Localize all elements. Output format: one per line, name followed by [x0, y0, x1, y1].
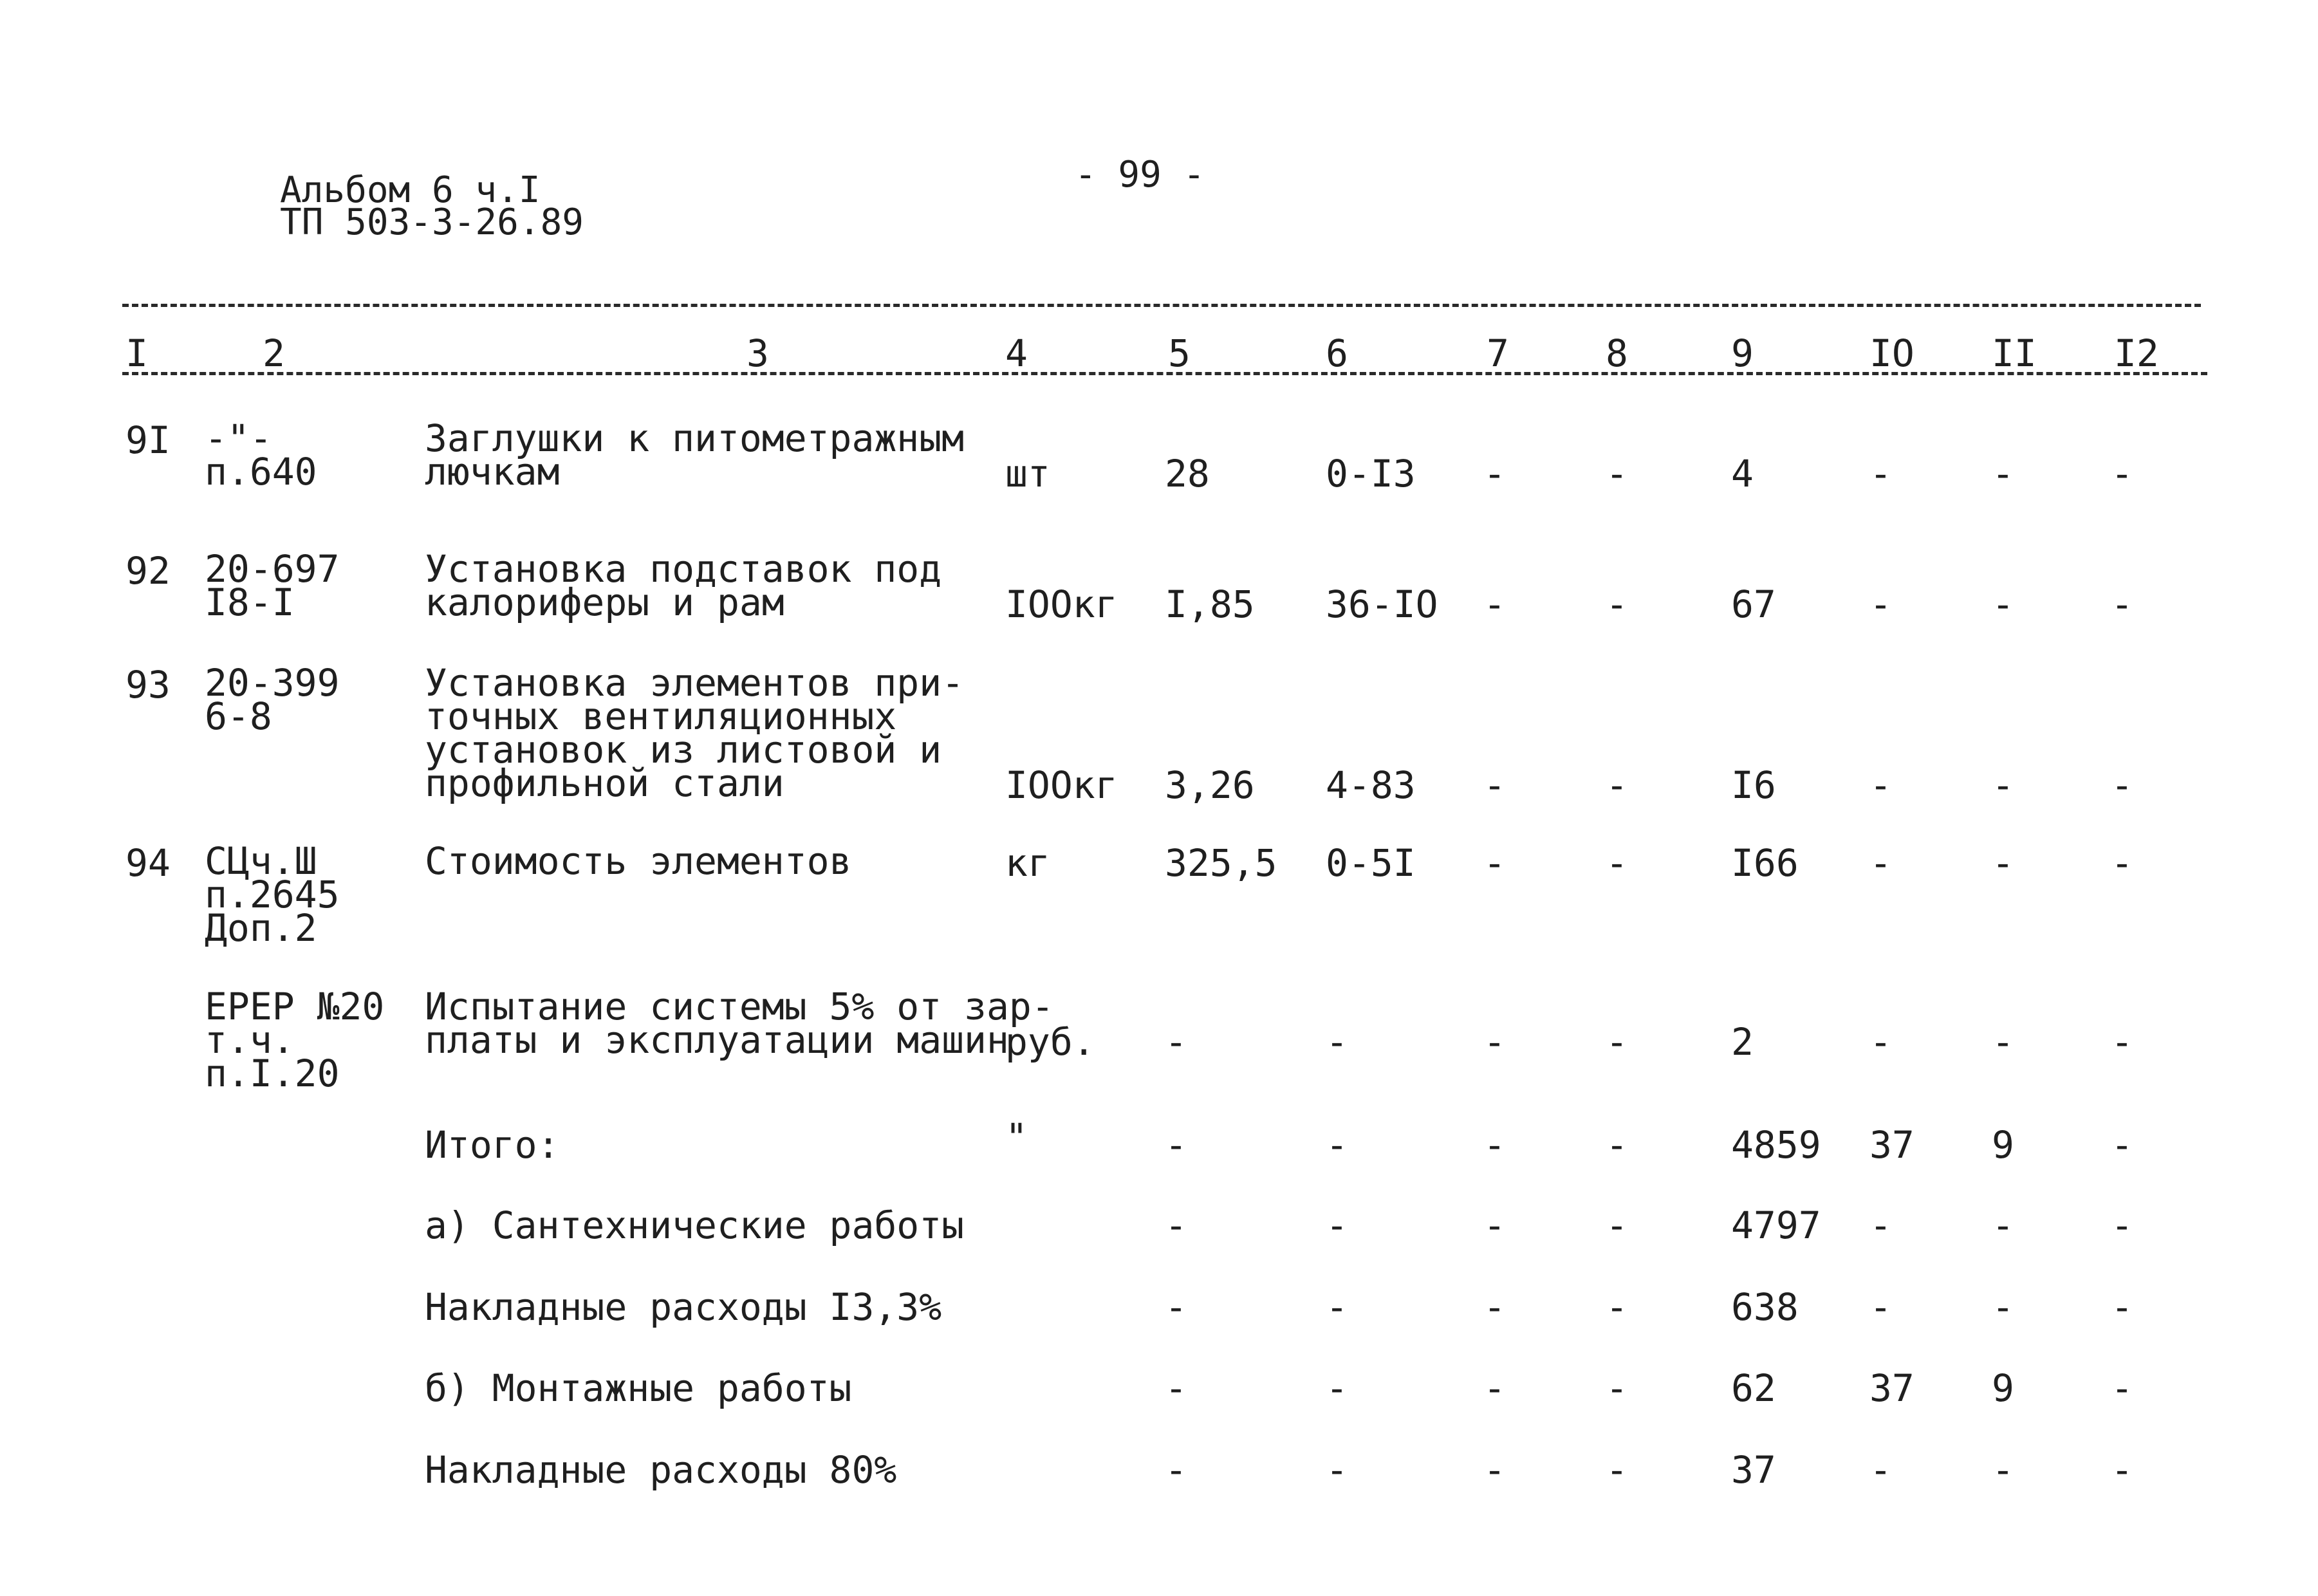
summary-value-c9: 4859: [1731, 1123, 1821, 1167]
column-header: 3: [746, 331, 769, 375]
norm-code-line: 6-8: [205, 694, 272, 738]
row-number: 94: [125, 841, 171, 885]
norm-code: [205, 839, 340, 950]
work-description-line: Установка подставок под: [425, 547, 942, 591]
work-description-line: калориферы и рам: [425, 580, 784, 624]
norm-code-line: Доп.2: [205, 906, 317, 950]
value-cell-c11: -: [1992, 452, 2014, 496]
value-cell-c10: -: [1869, 582, 1892, 626]
value-cell-c5: 28: [1165, 452, 1210, 496]
value-cell-c5: -: [1165, 1020, 1187, 1064]
summary-value-c11: -: [1992, 1203, 2014, 1247]
summary-value-c11: 9: [1992, 1123, 2014, 1167]
work-description-line: лючкам: [425, 450, 560, 494]
unit-cell: кг: [1005, 841, 1050, 885]
summary-value-c12: -: [2111, 1285, 2133, 1329]
summary-label: Накладные расходы 80%: [425, 1448, 897, 1492]
top-rule: [122, 304, 2201, 307]
value-cell-c8: -: [1606, 1020, 1628, 1064]
work-description-line: установок из листовой и: [425, 728, 942, 772]
summary-value-c9: 62: [1731, 1366, 1776, 1410]
work-description-line: Испытание системы 5% от зар-: [425, 985, 1054, 1028]
value-cell-c11: -: [1992, 1020, 2014, 1064]
summary-value-c7: -: [1483, 1366, 1506, 1410]
norm-code-line: п.2645: [205, 873, 340, 916]
norm-code: [205, 416, 317, 494]
summary-value-c12: -: [2111, 1366, 2133, 1410]
value-cell-c7: -: [1483, 841, 1506, 885]
work-description-line: точных вентиляционных: [425, 694, 897, 738]
work-description: [425, 661, 965, 805]
summary-value-c9: 37: [1731, 1448, 1776, 1492]
value-cell-c6: 36-IO: [1326, 582, 1438, 626]
norm-code-line: т.ч.: [205, 1018, 295, 1062]
summary-value-c7: -: [1483, 1123, 1506, 1167]
value-cell-c8: -: [1606, 452, 1628, 496]
value-cell-c7: -: [1483, 582, 1506, 626]
work-description: [425, 839, 852, 883]
summary-value-c6: -: [1326, 1366, 1348, 1410]
summary-value-c11: -: [1992, 1448, 2014, 1492]
unit-cell: ": [1005, 1115, 1028, 1159]
column-header: 2: [263, 331, 285, 375]
row-number: 9I: [125, 418, 171, 462]
value-cell-c10: -: [1869, 841, 1892, 885]
summary-value-c12: -: [2111, 1448, 2133, 1492]
summary-value-c8: -: [1606, 1285, 1628, 1329]
norm-code-line: -"-: [205, 416, 272, 460]
value-cell-c8: -: [1606, 841, 1628, 885]
value-cell-c10: -: [1869, 452, 1892, 496]
work-description-line: Стоимость элементов: [425, 839, 852, 883]
value-cell-c10: -: [1869, 763, 1892, 807]
value-cell-c5: 325,5: [1165, 841, 1277, 885]
summary-value-c7: -: [1483, 1285, 1506, 1329]
summary-value-c10: -: [1869, 1285, 1892, 1329]
norm-code-line: 20-697: [205, 547, 340, 591]
value-cell-c6: 0-5I: [1326, 841, 1416, 885]
value-cell-c6: 0-I3: [1326, 452, 1416, 496]
value-cell-c12: -: [2111, 1020, 2133, 1064]
norm-code: [205, 985, 385, 1095]
summary-value-c5: -: [1165, 1123, 1187, 1167]
value-cell-c12: -: [2111, 763, 2133, 807]
summary-value-c7: -: [1483, 1448, 1506, 1492]
summary-value-c10: 37: [1869, 1123, 1915, 1167]
column-header: 8: [1606, 331, 1628, 375]
value-cell-c5: 3,26: [1165, 763, 1255, 807]
summary-value-c6: -: [1326, 1123, 1348, 1167]
value-cell-c12: -: [2111, 841, 2133, 885]
summary-value-c5: -: [1165, 1366, 1187, 1410]
summary-value-c9: 4797: [1731, 1203, 1821, 1247]
column-header: 4: [1005, 331, 1028, 375]
norm-code-line: ЕРЕР №20: [205, 985, 385, 1028]
column-header: 5: [1168, 331, 1191, 375]
summary-value-c8: -: [1606, 1203, 1628, 1247]
work-description-line: Заглушки к питометражным: [425, 416, 965, 460]
row-number: 92: [125, 549, 171, 593]
summary-value-c11: -: [1992, 1285, 2014, 1329]
value-cell-c7: -: [1483, 1020, 1506, 1064]
summary-value-c6: -: [1326, 1448, 1348, 1492]
value-cell-c10: -: [1869, 1020, 1892, 1064]
summary-value-c11: 9: [1992, 1366, 2014, 1410]
work-description: [425, 416, 965, 494]
value-cell-c11: -: [1992, 841, 2014, 885]
column-header: I: [125, 331, 148, 375]
value-cell-c7: -: [1483, 763, 1506, 807]
summary-label: а) Сантехнические работы: [425, 1203, 965, 1247]
value-cell-c9: 2: [1731, 1020, 1754, 1064]
column-header: II: [1992, 331, 2037, 375]
summary-value-c10: -: [1869, 1203, 1892, 1247]
summary-label: б) Монтажные работы: [425, 1366, 852, 1410]
norm-code-line: п.640: [205, 450, 317, 494]
unit-cell: руб.: [1005, 1020, 1095, 1064]
project-code: ТП 503-3-26.89: [280, 201, 584, 243]
column-header: 7: [1487, 331, 1509, 375]
summary-value-c8: -: [1606, 1448, 1628, 1492]
summary-value-c10: -: [1869, 1448, 1892, 1492]
summary-value-c12: -: [2111, 1123, 2133, 1167]
page-number: - 99 -: [1075, 154, 1205, 196]
value-cell-c5: I,85: [1165, 582, 1255, 626]
album-label: Альбом 6 ч.I: [280, 169, 541, 211]
value-cell-c9: I66: [1731, 841, 1799, 885]
value-cell-c6: 4-83: [1326, 763, 1416, 807]
summary-label: Накладные расходы I3,3%: [425, 1285, 942, 1329]
unit-cell: IOOкг: [1005, 763, 1118, 807]
value-cell-c12: -: [2111, 582, 2133, 626]
work-description-line: профильной стали: [425, 761, 784, 805]
value-cell-c8: -: [1606, 582, 1628, 626]
norm-code: [205, 547, 340, 624]
summary-value-c5: -: [1165, 1285, 1187, 1329]
norm-code: [205, 661, 340, 738]
summary-value-c9: 638: [1731, 1285, 1799, 1329]
summary-value-c8: -: [1606, 1366, 1628, 1410]
summary-value-c5: -: [1165, 1203, 1187, 1247]
summary-value-c7: -: [1483, 1203, 1506, 1247]
value-cell-c12: -: [2111, 452, 2133, 496]
column-header: I2: [2114, 331, 2159, 375]
unit-cell: шт: [1005, 452, 1050, 496]
unit-cell: IOOкг: [1005, 582, 1118, 626]
summary-label: Итого:: [425, 1123, 560, 1167]
value-cell-c6: -: [1326, 1020, 1348, 1064]
column-header: 6: [1326, 331, 1348, 375]
norm-code-line: I8-I: [205, 580, 295, 624]
value-cell-c9: 67: [1731, 582, 1776, 626]
norm-code-line: СЦч.Ш: [205, 839, 317, 883]
value-cell-c9: I6: [1731, 763, 1776, 807]
summary-value-c12: -: [2111, 1203, 2133, 1247]
row-number: 93: [125, 663, 171, 707]
summary-value-c8: -: [1606, 1123, 1628, 1167]
work-description-line: Установка элементов при-: [425, 661, 965, 705]
column-header: 9: [1731, 331, 1754, 375]
value-cell-c7: -: [1483, 452, 1506, 496]
work-description-line: платы и эксплуатации машин: [425, 1018, 1009, 1062]
work-description: [425, 547, 942, 624]
value-cell-c11: -: [1992, 582, 2014, 626]
summary-value-c5: -: [1165, 1448, 1187, 1492]
value-cell-c11: -: [1992, 763, 2014, 807]
summary-value-c6: -: [1326, 1203, 1348, 1247]
summary-value-c10: 37: [1869, 1366, 1915, 1410]
summary-value-c6: -: [1326, 1285, 1348, 1329]
value-cell-c9: 4: [1731, 452, 1754, 496]
column-header: IO: [1869, 331, 1915, 375]
norm-code-line: 20-399: [205, 661, 340, 705]
norm-code-line: п.I.20: [205, 1052, 340, 1095]
value-cell-c8: -: [1606, 763, 1628, 807]
